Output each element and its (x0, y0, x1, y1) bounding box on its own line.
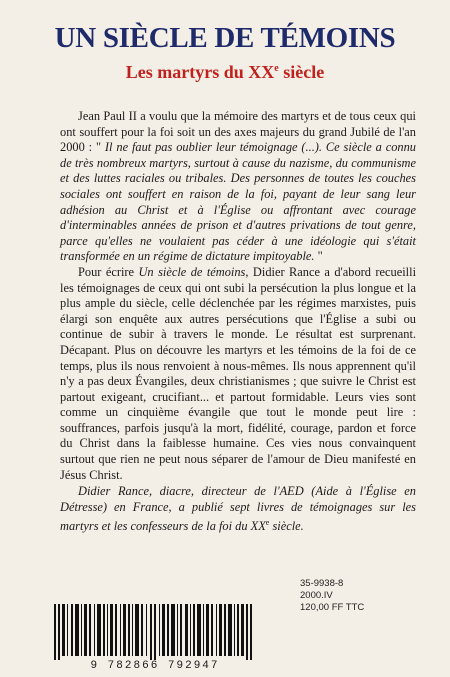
book-subtitle (0, 62, 450, 83)
barcode-icon (40, 604, 270, 660)
author-bio-text: Didier Rance, diacre, directeur de l'AED (Aide à l'Église en Détresse) en France, a publié sept livres de témoignages sur les martyrs et les confesseurs de la foi du XX (60, 484, 416, 534)
edition-code: 2000.IV (300, 590, 333, 601)
author-bio-superscript: e (265, 518, 270, 528)
blurb-paragraph-1 (60, 109, 416, 265)
author-bio (60, 484, 416, 535)
subtitle-end: siècle (278, 62, 325, 82)
price-label: 120,00 FF TTC (300, 602, 365, 613)
subtitle-superscript: e (274, 63, 279, 74)
isbn-code: 35-9938-8 (300, 578, 344, 589)
barcode-number: 9 782866 792947 (90, 660, 220, 672)
blurb-paragraph-2 (60, 265, 416, 483)
author-bio-end: siècle. (269, 519, 304, 534)
subtitle-main: Les martyrs du XX (125, 62, 275, 82)
quote-close: " (314, 249, 323, 264)
isbn-block (300, 578, 396, 614)
book-reference: Un siècle de témoins (138, 264, 246, 279)
blurb-intro: Jean Paul II a voulu que la mémoire des martyrs et de tous ceux qui ont souffert pour la foi soit un des axes majeurs du grand Jubilé de l'an 2000 : " (60, 109, 416, 155)
book-title: UN SIÈCLE DE TÉMOINS (54, 22, 396, 54)
blurb (60, 109, 416, 483)
blurb-p2-rest: , Didier Rance a d'abord recueilli les témoignages de ceux qui ont subi la persécution la plus longue et la plus ample du siècle, celle déclenchée par les régimes marxistes, puis élargi son enquête aux autres persécutions que l'Église a subi ou continue de subir à travers le monde. Le résultat est surprenant. Décapant. Plus on découvre les martyrs et les témoins de la foi de ce temps, plus ils nous renvoient à nous-mêmes. Ils nous apprennent qu'il n'y a pas deux Évangiles, deux christianismes ; que suivre le Christ est partout exigeant, crucifiant... et partout formidable. Leurs vies sont comme un cinquième évangile que tout le monde peut lire : souffrances, parfois jusqu'à la mort, fidélité, courage, pardon et force du Christ dans la faiblesse humaine. Ces vies nous convainquent surtout que rien ne peut nous séparer de l'amour de Dieu manifesté en Jésus Christ. (60, 264, 417, 482)
blurb-p2-start: Pour écrire (78, 264, 139, 279)
pope-quote: Il ne faut pas oublier leur témoignage (...). Ce siècle a connu de très nombreux martyrs, surtout à cause du nazisme, du communisme et des luttes raciales ou tribales. Des personnes de toutes les couches sociales ont souffert en raison de la foi, payant de leur sang leur adhésion au Christ et à l'Église ou affrontant avec courage d'interminables années de prison et d'autres privations de tout genre, parce qu'elles ne voulaient pas céder à une idéologie qui s'était transformée en un régime de dictature impitoyable. (60, 140, 416, 264)
